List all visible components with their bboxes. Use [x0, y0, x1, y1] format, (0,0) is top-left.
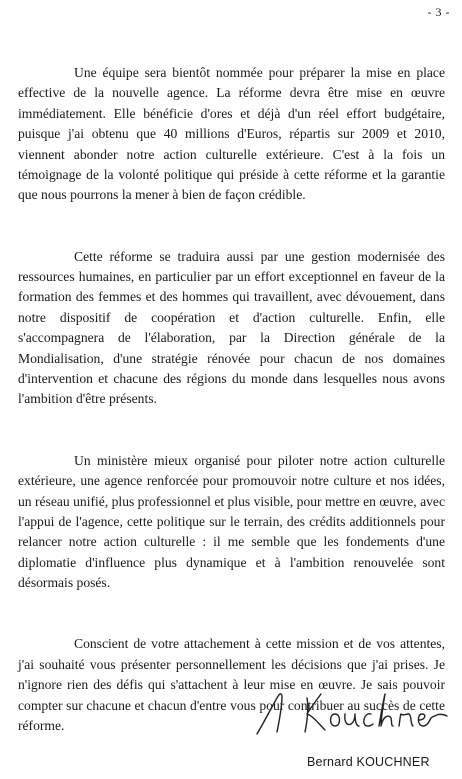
page-number: - 3 - [427, 5, 450, 19]
paragraph-human-resources: Cette réforme se traduira aussi par une gestion modernisée des ressources humaines, en particulier par un effort exceptionnel en faveur de la formation des femmes et des hommes qui travaillent, avec dévouement, dans notre dispositif de coopération et d'action culturelle. Enfin, elle s'accompagnera de l'élaboration, par la Direction générale de la Mondialisation, d'une stratégie rénovée pour chacun de nos domaines d'intervention et chacune des régions du monde dans lesquelles nous avons l'ambition d'être présents. [18, 248, 445, 407]
signer-name: Bernard KOUCHNER [307, 755, 430, 769]
letter-body [18, 63, 445, 777]
paragraph-reorganized-ministry: Un ministère mieux organisé pour piloter notre action culturelle extérieure, une agence renforcée pour promouvoir notre culture et nos idées, un réseau unifié, plus professionnel et plus visible, pour mettre en œuvre, avec l'appui de l'agence, cette politique sur le terrain, des crédits additionnels pour relancer notre action culturelle : il me semble que les fondements d'une diplomatie d'influence plus dynamique et à l'ambition renouvelée sont désormais posés. [18, 452, 445, 591]
handwritten-signature [255, 684, 455, 738]
paragraph-conclusion: Conscient de votre attachement à cette mission et de vos attentes, j'ai souhaité vous présenter personnellement les décisions que j'ai prises. Je n'ignore rien des défis qui s'attachent à leur mise en œuvre. Je sais pouvoir compter sur chacune et chacun d'entre vous pour contribuer au succès de cette réforme. [18, 636, 445, 733]
paragraph-new-agency: Une équipe sera bientôt nommée pour préparer la mise en place effective de la nouvelle agence. La réforme devra être mise en œuvre immédiatement. Elle bénéficie d'ores et déjà d'un réel effort budgétaire, puisque j'ai obtenu que 40 millions d'Euros, répartis sur 2009 et 2010, viennent abonder notre action culturelle extérieure. C'est à la fois un témoignage de la volonté politique qui préside à cette réforme et la garantie que nous pourrons la mener à bien de façon crédible. [18, 65, 445, 203]
